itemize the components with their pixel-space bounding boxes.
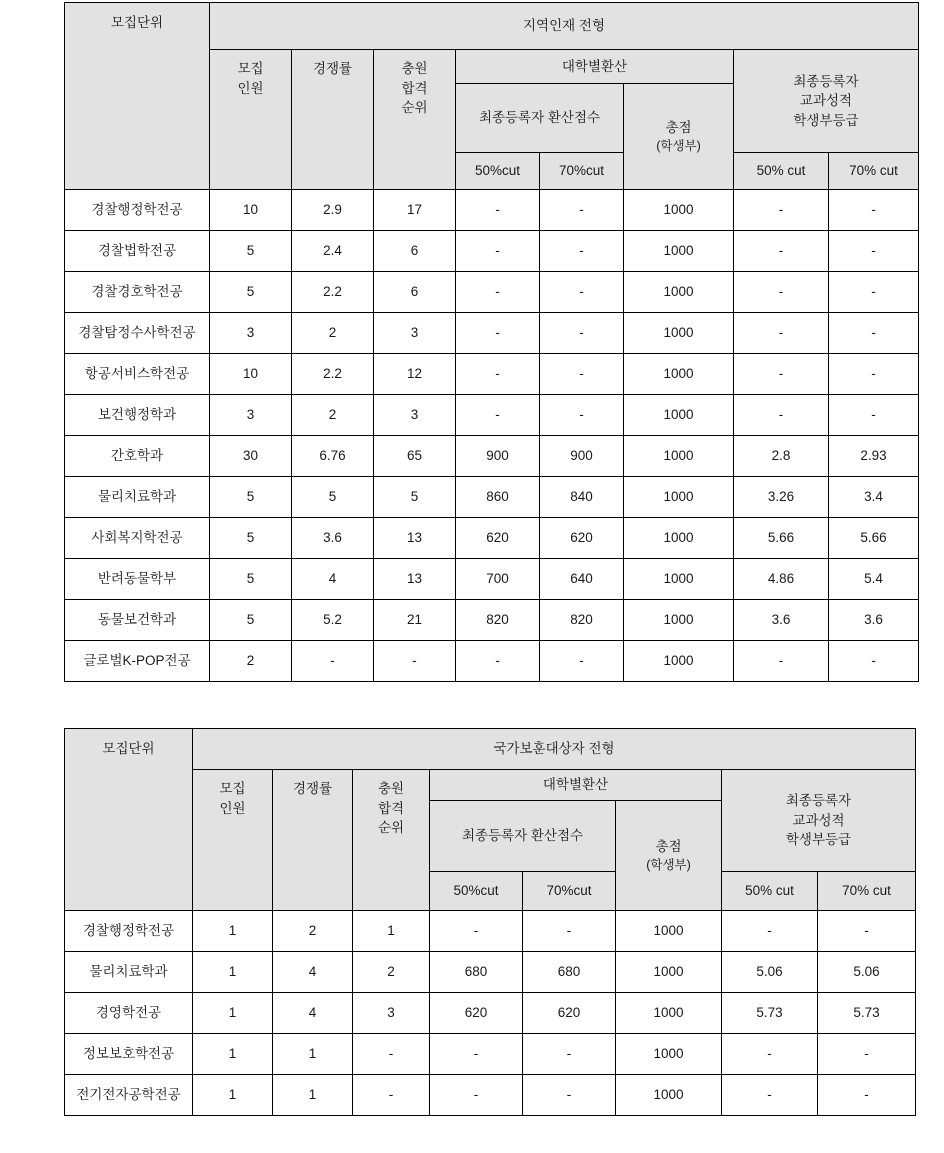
cell-total-score: 1000 [624, 641, 734, 682]
cell-unit: 경찰탐정수사학전공 [65, 313, 210, 354]
table-row [65, 436, 919, 477]
cell-total-score: 1000 [616, 1034, 722, 1075]
col-header-conv-70cut: 70%cut [540, 153, 624, 190]
cell-waitlist: 65 [374, 436, 456, 477]
veterans-table-wrapper [64, 728, 916, 1116]
col-header-waitlist-line3: 순위 [377, 820, 405, 836]
col-header-univ-conversion: 대학별환산 [430, 770, 722, 801]
cell-grade-70cut: 5.06 [818, 952, 916, 993]
table-header [65, 3, 919, 190]
cell-waitlist: 6 [374, 272, 456, 313]
cell-conv-70cut: - [523, 911, 616, 952]
cell-grade-50cut: 2.8 [734, 436, 829, 477]
col-header-waitlist-line2: 합격 [377, 800, 405, 816]
col-header-competition: 경쟁률 [273, 770, 353, 911]
cell-grade-50cut: 3.6 [734, 600, 829, 641]
col-header-grade-70cut: 70% cut [829, 153, 919, 190]
cell-waitlist: 21 [374, 600, 456, 641]
cell-grade-50cut: - [722, 911, 818, 952]
cell-unit: 경찰행정학전공 [65, 190, 210, 231]
col-header-total-score [616, 801, 722, 911]
cell-total-score: 1000 [624, 395, 734, 436]
cell-quota: 1 [193, 952, 273, 993]
cell-grade-70cut: 5.73 [818, 993, 916, 1034]
col-header-quota [193, 770, 273, 911]
cell-waitlist: 1 [353, 911, 430, 952]
table-row [65, 993, 916, 1034]
col-header-conv-70cut: 70%cut [523, 872, 616, 911]
cell-conv-50cut: 900 [456, 436, 540, 477]
col-header-final-grade [722, 770, 916, 872]
cell-conv-70cut: 620 [540, 518, 624, 559]
cell-conv-70cut: 620 [523, 993, 616, 1034]
cell-conv-50cut: 860 [456, 477, 540, 518]
cell-competition: 2.2 [292, 354, 374, 395]
cell-total-score: 1000 [624, 477, 734, 518]
col-header-final-grade [734, 50, 919, 153]
cell-grade-70cut: - [818, 1075, 916, 1116]
cell-grade-70cut: 3.6 [829, 600, 919, 641]
cell-unit: 경영학전공 [65, 993, 193, 1034]
col-header-quota-line1: 모집 [219, 781, 246, 796]
final-grade-line1: 최종등록자 [785, 793, 852, 809]
cell-conv-70cut: - [540, 272, 624, 313]
cell-grade-50cut: - [734, 641, 829, 682]
col-header-waitlist-rank [374, 50, 456, 190]
cell-unit: 간호학과 [65, 436, 210, 477]
cell-conv-50cut: 620 [456, 518, 540, 559]
cell-quota: 3 [210, 395, 292, 436]
table-row [65, 641, 919, 682]
cell-grade-50cut: 5.66 [734, 518, 829, 559]
cell-grade-70cut: 2.93 [829, 436, 919, 477]
cell-conv-70cut: - [540, 395, 624, 436]
cell-quota: 1 [193, 911, 273, 952]
cell-unit: 글로벌K-POP전공 [65, 641, 210, 682]
cell-grade-70cut: - [829, 395, 919, 436]
cell-waitlist: 3 [374, 395, 456, 436]
cell-unit: 경찰경호학전공 [65, 272, 210, 313]
cell-total-score: 1000 [624, 313, 734, 354]
cell-conv-50cut: 620 [430, 993, 523, 1034]
cell-quota: 10 [210, 190, 292, 231]
cell-unit: 물리치료학과 [65, 477, 210, 518]
cell-competition: 4 [273, 952, 353, 993]
cell-total-score: 1000 [616, 952, 722, 993]
table-body [65, 190, 919, 682]
cell-conv-50cut: 700 [456, 559, 540, 600]
cell-conv-50cut: - [456, 313, 540, 354]
cell-conv-70cut: - [540, 641, 624, 682]
cell-grade-70cut: - [829, 231, 919, 272]
col-header-univ-conversion: 대학별환산 [456, 50, 734, 84]
cell-total-score: 1000 [616, 993, 722, 1034]
cell-conv-50cut: - [430, 1034, 523, 1075]
cell-quota: 5 [210, 477, 292, 518]
total-score-line1: 총점 [655, 838, 682, 854]
cell-waitlist: 12 [374, 354, 456, 395]
cell-grade-50cut: - [734, 190, 829, 231]
cell-total-score: 1000 [616, 911, 722, 952]
table-row [65, 952, 916, 993]
cell-competition: 2.2 [292, 272, 374, 313]
cell-unit: 동물보건학과 [65, 600, 210, 641]
cell-waitlist: 17 [374, 190, 456, 231]
cell-waitlist: - [374, 641, 456, 682]
cell-conv-50cut: - [456, 395, 540, 436]
cell-conv-50cut: - [430, 1075, 523, 1116]
cell-grade-70cut: - [818, 1034, 916, 1075]
cell-conv-70cut: - [523, 1034, 616, 1075]
col-header-waitlist-rank [353, 770, 430, 911]
col-header-grade-70cut: 70% cut [818, 872, 916, 911]
cell-unit: 반려동물학부 [65, 559, 210, 600]
cell-competition: 3.6 [292, 518, 374, 559]
cell-total-score: 1000 [624, 354, 734, 395]
col-header-conv-50cut: 50%cut [456, 153, 540, 190]
table-header [65, 729, 916, 911]
table-row [65, 911, 916, 952]
cell-unit: 항공서비스학전공 [65, 354, 210, 395]
cell-conv-50cut: 680 [430, 952, 523, 993]
table-body [65, 911, 916, 1116]
cell-grade-70cut: - [829, 641, 919, 682]
table-row [65, 518, 919, 559]
table-row [65, 354, 919, 395]
header-row-2 [65, 770, 916, 801]
regional-talent-table-wrapper [64, 2, 919, 682]
col-header-grade-50cut: 50% cut [722, 872, 818, 911]
cell-conv-70cut: - [523, 1075, 616, 1116]
cell-unit: 전기전자공학전공 [65, 1075, 193, 1116]
cell-grade-70cut: 3.4 [829, 477, 919, 518]
cell-conv-70cut: 840 [540, 477, 624, 518]
cell-conv-70cut: - [540, 354, 624, 395]
cell-competition: 6.76 [292, 436, 374, 477]
cell-competition: 1 [273, 1075, 353, 1116]
cell-unit: 경찰법학전공 [65, 231, 210, 272]
cell-total-score: 1000 [624, 600, 734, 641]
cell-total-score: 1000 [624, 190, 734, 231]
cell-competition: 4 [292, 559, 374, 600]
cell-total-score: 1000 [624, 231, 734, 272]
cell-grade-70cut: - [829, 272, 919, 313]
cell-waitlist: - [353, 1075, 430, 1116]
cell-quota: 3 [210, 313, 292, 354]
cell-conv-50cut: - [456, 190, 540, 231]
table-row [65, 231, 919, 272]
cell-waitlist: 13 [374, 518, 456, 559]
cell-grade-70cut: 5.4 [829, 559, 919, 600]
cell-quota: 5 [210, 600, 292, 641]
cell-conv-50cut: 820 [456, 600, 540, 641]
table-row [65, 272, 919, 313]
total-score-line2: (학생부) [646, 858, 691, 873]
cell-grade-70cut: 5.66 [829, 518, 919, 559]
final-grade-line2: 교과성적 [799, 93, 853, 109]
cell-quota: 2 [210, 641, 292, 682]
cell-unit: 정보보호학전공 [65, 1034, 193, 1075]
cell-quota: 1 [193, 1075, 273, 1116]
cell-conv-70cut: - [540, 313, 624, 354]
cell-grade-50cut: - [734, 395, 829, 436]
col-header-waitlist-line1: 충원 [401, 61, 428, 76]
regional-talent-table [64, 2, 919, 682]
cell-waitlist: 3 [353, 993, 430, 1034]
col-header-grade-50cut: 50% cut [734, 153, 829, 190]
cell-competition: 2 [292, 313, 374, 354]
cell-competition: 5.2 [292, 600, 374, 641]
cell-waitlist: 3 [374, 313, 456, 354]
cell-quota: 1 [193, 1034, 273, 1075]
cell-waitlist: 2 [353, 952, 430, 993]
cell-quota: 5 [210, 231, 292, 272]
col-header-quota-line2: 인원 [237, 80, 264, 96]
cell-total-score: 1000 [616, 1075, 722, 1116]
final-grade-line2: 교과성적 [792, 812, 845, 828]
table-row [65, 1034, 916, 1075]
table-row [65, 559, 919, 600]
col-header-waitlist-line2: 합격 [401, 80, 428, 96]
cell-quota: 10 [210, 354, 292, 395]
cell-competition: 2 [273, 911, 353, 952]
total-score-line1: 총점 [665, 119, 692, 135]
cell-competition: - [292, 641, 374, 682]
cell-competition: 4 [273, 993, 353, 1034]
final-grade-line3: 학생부등급 [793, 112, 859, 128]
cell-grade-70cut: - [818, 911, 916, 952]
col-header-unit: 모집단위 [65, 729, 193, 911]
col-header-quota [210, 50, 292, 190]
cell-conv-50cut: - [456, 272, 540, 313]
cell-conv-70cut: 900 [540, 436, 624, 477]
cell-grade-50cut: - [722, 1034, 818, 1075]
cell-grade-50cut: 5.73 [722, 993, 818, 1034]
table-row [65, 600, 919, 641]
cell-competition: 2 [292, 395, 374, 436]
cell-grade-50cut: - [734, 231, 829, 272]
cell-grade-70cut: - [829, 313, 919, 354]
cell-competition: 2.9 [292, 190, 374, 231]
col-header-unit: 모집단위 [65, 3, 210, 190]
cell-unit: 사회복지학전공 [65, 518, 210, 559]
header-row-1 [65, 3, 919, 50]
cell-grade-70cut: - [829, 190, 919, 231]
cell-total-score: 1000 [624, 436, 734, 477]
table-row [65, 395, 919, 436]
total-score-line2: (학생부) [656, 139, 701, 154]
cell-quota: 5 [210, 518, 292, 559]
cell-grade-50cut: 4.86 [734, 559, 829, 600]
cell-quota: 30 [210, 436, 292, 477]
cell-conv-70cut: 640 [540, 559, 624, 600]
cell-conv-70cut: 680 [523, 952, 616, 993]
cell-unit: 보건행정학과 [65, 395, 210, 436]
table-row [65, 313, 919, 354]
col-header-quota-line2: 인원 [219, 800, 246, 816]
cell-quota: 1 [193, 993, 273, 1034]
cell-total-score: 1000 [624, 518, 734, 559]
cell-competition: 5 [292, 477, 374, 518]
final-grade-line1: 최종등록자 [793, 73, 859, 89]
cell-grade-70cut: - [829, 354, 919, 395]
cell-waitlist: 5 [374, 477, 456, 518]
cell-conv-50cut: - [430, 911, 523, 952]
cell-total-score: 1000 [624, 559, 734, 600]
cell-grade-50cut: - [734, 313, 829, 354]
cell-total-score: 1000 [624, 272, 734, 313]
cell-grade-50cut: - [722, 1075, 818, 1116]
col-header-admission-type: 국가보훈대상자 전형 [193, 729, 916, 770]
col-header-quota-line1: 모집 [237, 61, 264, 76]
col-header-final-conv-score: 최종등록자 환산점수 [456, 84, 624, 153]
col-header-total-score [624, 84, 734, 190]
cell-conv-70cut: - [540, 190, 624, 231]
cell-competition: 1 [273, 1034, 353, 1075]
col-header-waitlist-line3: 순위 [401, 100, 428, 116]
table-row [65, 190, 919, 231]
table-row [65, 477, 919, 518]
cell-waitlist: - [353, 1034, 430, 1075]
cell-quota: 5 [210, 559, 292, 600]
cell-unit: 경찰행정학전공 [65, 911, 193, 952]
cell-grade-50cut: 3.26 [734, 477, 829, 518]
veterans-table [64, 728, 916, 1116]
cell-grade-50cut: - [734, 272, 829, 313]
cell-competition: 2.4 [292, 231, 374, 272]
cell-grade-50cut: 5.06 [722, 952, 818, 993]
cell-conv-50cut: - [456, 354, 540, 395]
cell-conv-70cut: - [540, 231, 624, 272]
cell-waitlist: 13 [374, 559, 456, 600]
final-grade-line3: 학생부등급 [785, 832, 852, 848]
cell-grade-50cut: - [734, 354, 829, 395]
col-header-conv-50cut: 50%cut [430, 872, 523, 911]
header-row-1 [65, 729, 916, 770]
cell-unit: 물리치료학과 [65, 952, 193, 993]
cell-quota: 5 [210, 272, 292, 313]
cell-waitlist: 6 [374, 231, 456, 272]
cell-conv-70cut: 820 [540, 600, 624, 641]
col-header-waitlist-line1: 충원 [377, 781, 405, 796]
col-header-final-conv-score: 최종등록자 환산점수 [430, 801, 616, 872]
cell-conv-50cut: - [456, 231, 540, 272]
table-row [65, 1075, 916, 1116]
col-header-competition: 경쟁률 [292, 50, 374, 190]
cell-conv-50cut: - [456, 641, 540, 682]
col-header-admission-type: 지역인재 전형 [210, 3, 919, 50]
